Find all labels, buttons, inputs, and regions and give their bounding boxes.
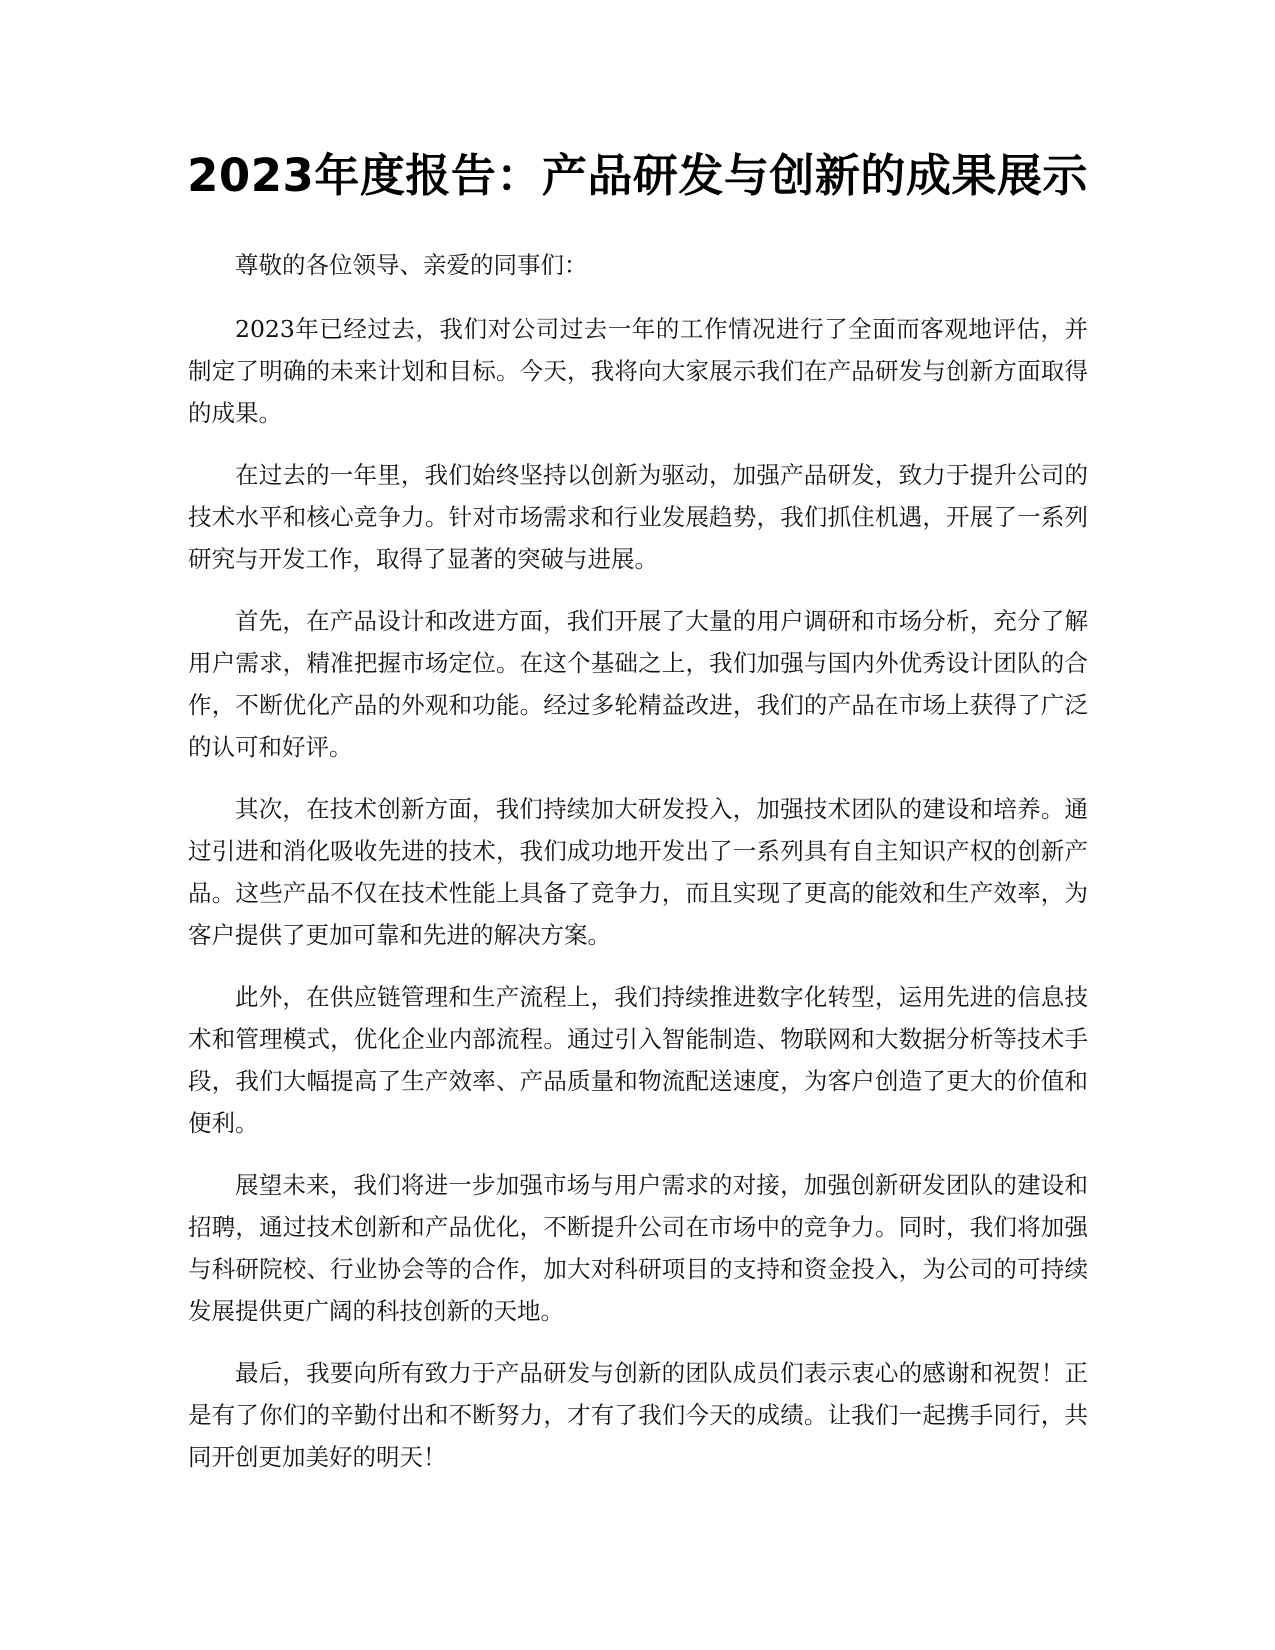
paragraph-tech-innovation: 其次，在技术创新方面，我们持续加大研发投入，加强技术团队的建设和培养。通过引进和消化吸收先进的技术，我们成功地开发出了一系列具有自主知识产权的创新产品。这些产品不仅在技术性能上具备了竞争力，而且实现了更高的能效和生产效率，为客户提供了更加可靠和先进的解决方案。 (188, 795, 1088, 949)
paragraph-supply-chain: 此外，在供应链管理和生产流程上，我们持续推进数字化转型，运用先进的信息技术和管理模式，优化企业内部流程。通过引入智能制造、物联网和大数据分析等技术手段，我们大幅提高了生产效率、产品质量和物流配送速度，为客户创造了更大的价值和便利。 (188, 983, 1088, 1137)
document-body (188, 244, 1088, 1498)
paragraph-overview: 在过去的一年里，我们始终坚持以创新为驱动，加强产品研发，致力于提升公司的技术水平和核心竞争力。针对市场需求和行业发展趋势，我们抓住机遇，开展了一系列研究与开发工作，取得了显著的突破与进展。 (188, 461, 1088, 573)
paragraph-closing: 最后，我要向所有致力于产品研发与创新的团队成员们表示衷心的感谢和祝贺！正是有了你们的辛勤付出和不断努力，才有了我们今天的成绩。让我们一起携手同行，共同开创更加美好的明天！ (188, 1359, 1088, 1471)
paragraph-outlook: 展望未来，我们将进一步加强市场与用户需求的对接，加强创新研发团队的建设和招聘，通过技术创新和产品优化，不断提升公司在市场中的竞争力。同时，我们将加强与科研院校、行业协会等的合作，加大对科研项目的支持和资金投入，为公司的可持续发展提供更广阔的科技创新的天地。 (188, 1171, 1088, 1325)
paragraph-intro: 2023年已经过去，我们对公司过去一年的工作情况进行了全面而客观地评估，并制定了明确的未来计划和目标。今天，我将向大家展示我们在产品研发与创新方面取得的成果。 (188, 315, 1088, 427)
salutation: 尊敬的各位领导、亲爱的同事们： (235, 251, 588, 279)
paragraph-product-design: 首先，在产品设计和改进方面，我们开展了大量的用户调研和市场分析，充分了解用户需求，精准把握市场定位。在这个基础之上，我们加强与国内外优秀设计团队的合作，不断优化产品的外观和功能。经过多轮精益改进，我们的产品在市场上获得了广泛的认可和好评。 (188, 607, 1088, 761)
document-title: 2023年度报告：产品研发与创新的成果展示 (187, 149, 1088, 202)
